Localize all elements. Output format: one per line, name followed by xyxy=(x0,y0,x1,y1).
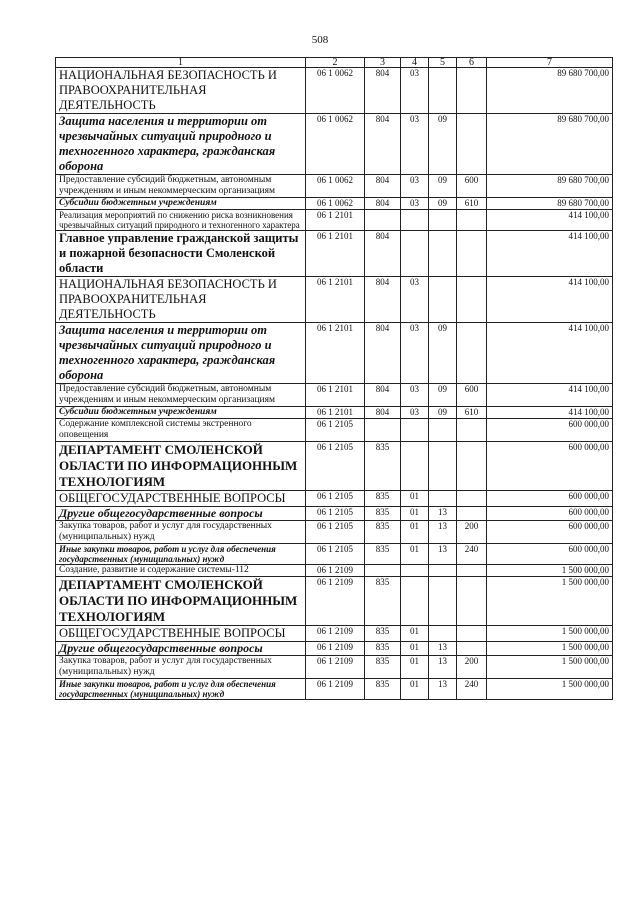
cell-expense-type: 240 xyxy=(457,679,487,700)
cell-target-article: 06 1 2109 xyxy=(306,565,365,577)
cell-target-article: 06 1 2101 xyxy=(306,407,365,419)
table-row xyxy=(56,323,613,384)
cell-ministry-code: 804 xyxy=(365,384,401,407)
cell-section: 01 xyxy=(401,507,429,521)
cell-subsection xyxy=(429,577,457,626)
table-row xyxy=(56,419,613,442)
cell-ministry-code: 804 xyxy=(365,114,401,175)
cell-subsection xyxy=(429,626,457,642)
cell-section xyxy=(401,419,429,442)
col-header-rz: 4 xyxy=(401,58,429,68)
cell-section: 03 xyxy=(401,175,429,198)
cell-ministry-code: 835 xyxy=(365,656,401,679)
cell-section: 01 xyxy=(401,626,429,642)
cell-name: Предоставление субсидий бюджетным, автономным учреждениям и иным некоммерческим организациям xyxy=(56,384,306,407)
cell-name: ОБЩЕГОСУДАРСТВЕННЫЕ ВОПРОСЫ xyxy=(56,626,306,642)
cell-subsection xyxy=(429,442,457,491)
cell-target-article: 06 1 2109 xyxy=(306,656,365,679)
table-row xyxy=(56,198,613,210)
cell-section: 03 xyxy=(401,68,429,114)
cell-amount: 600 000,00 xyxy=(487,507,613,521)
cell-target-article: 06 1 2109 xyxy=(306,679,365,700)
cell-amount: 414 100,00 xyxy=(487,384,613,407)
cell-section: 03 xyxy=(401,277,429,323)
table-row xyxy=(56,626,613,642)
cell-ministry-code: 804 xyxy=(365,231,401,277)
cell-target-article: 06 1 2105 xyxy=(306,544,365,565)
cell-name: Создание, развитие и содержание системы-112 xyxy=(56,565,306,577)
table-row xyxy=(56,521,613,544)
cell-subsection: 09 xyxy=(429,407,457,419)
table-row xyxy=(56,114,613,175)
cell-expense-type xyxy=(457,419,487,442)
table-row xyxy=(56,68,613,114)
cell-ministry-code: 804 xyxy=(365,198,401,210)
cell-section: 01 xyxy=(401,642,429,656)
cell-target-article: 06 1 2101 xyxy=(306,277,365,323)
cell-target-article: 06 1 2105 xyxy=(306,442,365,491)
cell-section: 01 xyxy=(401,521,429,544)
cell-name: Закупка товаров, работ и услуг для государственных (муниципальных) нужд xyxy=(56,656,306,679)
cell-section xyxy=(401,210,429,231)
cell-subsection: 09 xyxy=(429,323,457,384)
cell-name: НАЦИОНАЛЬНАЯ БЕЗОПАСНОСТЬ И ПРАВООХРАНИТЕЛЬНАЯ ДЕЯТЕЛЬНОСТЬ xyxy=(56,68,306,114)
col-header-pr: 5 xyxy=(429,58,457,68)
table-row xyxy=(56,491,613,507)
cell-expense-type xyxy=(457,277,487,323)
cell-amount: 1 500 000,00 xyxy=(487,642,613,656)
cell-section: 01 xyxy=(401,679,429,700)
cell-ministry-code xyxy=(365,419,401,442)
cell-expense-type: 600 xyxy=(457,175,487,198)
cell-name: ОБЩЕГОСУДАРСТВЕННЫЕ ВОПРОСЫ xyxy=(56,491,306,507)
cell-expense-type xyxy=(457,231,487,277)
cell-amount: 1 500 000,00 xyxy=(487,626,613,642)
cell-subsection: 13 xyxy=(429,521,457,544)
col-header-grbs: 3 xyxy=(365,58,401,68)
cell-ministry-code xyxy=(365,210,401,231)
cell-expense-type: 600 xyxy=(457,384,487,407)
cell-ministry-code: 804 xyxy=(365,68,401,114)
cell-amount: 600 000,00 xyxy=(487,521,613,544)
cell-name: Субсидии бюджетным учреждениям xyxy=(56,198,306,210)
cell-section xyxy=(401,442,429,491)
cell-subsection: 13 xyxy=(429,544,457,565)
cell-section: 03 xyxy=(401,198,429,210)
cell-amount: 89 680 700,00 xyxy=(487,198,613,210)
cell-name: Субсидии бюджетным учреждениям xyxy=(56,407,306,419)
cell-amount: 600 000,00 xyxy=(487,419,613,442)
col-header-amount: 7 xyxy=(487,58,613,68)
cell-name: Содержание комплексной системы экстренного оповещения xyxy=(56,419,306,442)
cell-target-article: 06 1 2109 xyxy=(306,626,365,642)
cell-expense-type xyxy=(457,210,487,231)
cell-section: 01 xyxy=(401,544,429,565)
table-row xyxy=(56,565,613,577)
cell-section: 03 xyxy=(401,407,429,419)
cell-ministry-code: 804 xyxy=(365,407,401,419)
cell-target-article: 06 1 2101 xyxy=(306,323,365,384)
cell-section: 03 xyxy=(401,114,429,175)
cell-amount: 600 000,00 xyxy=(487,544,613,565)
cell-ministry-code: 835 xyxy=(365,521,401,544)
cell-subsection xyxy=(429,231,457,277)
table-row xyxy=(56,407,613,419)
col-header-vr: 6 xyxy=(457,58,487,68)
cell-target-article: 06 1 0062 xyxy=(306,175,365,198)
cell-amount: 1 500 000,00 xyxy=(487,656,613,679)
cell-amount: 414 100,00 xyxy=(487,407,613,419)
cell-subsection: 09 xyxy=(429,198,457,210)
table-row xyxy=(56,642,613,656)
cell-target-article: 06 1 2109 xyxy=(306,642,365,656)
cell-name: ДЕПАРТАМЕНТ СМОЛЕНСКОЙ ОБЛАСТИ ПО ИНФОРМАЦИОННЫМ ТЕХНОЛОГИЯМ xyxy=(56,442,306,491)
table-row xyxy=(56,507,613,521)
cell-name: Защита населения и территории от чрезвычайных ситуаций природного и техногенного характера, гражданская оборона xyxy=(56,323,306,384)
cell-subsection xyxy=(429,277,457,323)
cell-amount: 414 100,00 xyxy=(487,231,613,277)
cell-subsection xyxy=(429,419,457,442)
cell-amount: 1 500 000,00 xyxy=(487,565,613,577)
cell-target-article: 06 1 2109 xyxy=(306,577,365,626)
cell-subsection: 13 xyxy=(429,507,457,521)
cell-amount: 89 680 700,00 xyxy=(487,114,613,175)
cell-expense-type xyxy=(457,577,487,626)
cell-name: Другие общегосударственные вопросы xyxy=(56,507,306,521)
table-row xyxy=(56,544,613,565)
cell-section: 01 xyxy=(401,491,429,507)
budget-table xyxy=(55,57,613,700)
cell-name: Иные закупки товаров, работ и услуг для обеспечения государственных (муниципальных) нужд xyxy=(56,679,306,700)
cell-amount: 414 100,00 xyxy=(487,210,613,231)
cell-ministry-code: 804 xyxy=(365,277,401,323)
col-header-csr: 2 xyxy=(306,58,365,68)
page-number: 508 xyxy=(311,34,329,46)
cell-ministry-code: 835 xyxy=(365,642,401,656)
cell-expense-type: 200 xyxy=(457,656,487,679)
cell-expense-type xyxy=(457,626,487,642)
cell-target-article: 06 1 2101 xyxy=(306,384,365,407)
cell-subsection xyxy=(429,491,457,507)
cell-name: Иные закупки товаров, работ и услуг для обеспечения государственных (муниципальных) нужд xyxy=(56,544,306,565)
cell-subsection: 13 xyxy=(429,642,457,656)
cell-section: 03 xyxy=(401,384,429,407)
cell-subsection: 09 xyxy=(429,175,457,198)
cell-expense-type: 610 xyxy=(457,407,487,419)
cell-expense-type: 200 xyxy=(457,521,487,544)
cell-name: Защита населения и территории от чрезвычайных ситуаций природного и техногенного характера, гражданская оборона xyxy=(56,114,306,175)
cell-target-article: 06 1 2105 xyxy=(306,521,365,544)
cell-ministry-code: 804 xyxy=(365,175,401,198)
cell-section: 01 xyxy=(401,656,429,679)
cell-ministry-code: 835 xyxy=(365,442,401,491)
col-header-name: 1 xyxy=(56,58,306,68)
cell-expense-type xyxy=(457,491,487,507)
cell-target-article: 06 1 0062 xyxy=(306,198,365,210)
cell-expense-type: 240 xyxy=(457,544,487,565)
table-row xyxy=(56,656,613,679)
cell-ministry-code: 835 xyxy=(365,544,401,565)
cell-ministry-code: 835 xyxy=(365,577,401,626)
cell-ministry-code: 835 xyxy=(365,679,401,700)
cell-expense-type xyxy=(457,68,487,114)
cell-section: 03 xyxy=(401,323,429,384)
cell-target-article: 06 1 2105 xyxy=(306,419,365,442)
cell-subsection xyxy=(429,565,457,577)
table-row xyxy=(56,679,613,700)
cell-section xyxy=(401,577,429,626)
cell-subsection xyxy=(429,210,457,231)
cell-ministry-code xyxy=(365,565,401,577)
cell-target-article: 06 1 0062 xyxy=(306,114,365,175)
cell-target-article: 06 1 2105 xyxy=(306,507,365,521)
table-row xyxy=(56,577,613,626)
cell-ministry-code: 835 xyxy=(365,507,401,521)
cell-subsection: 09 xyxy=(429,384,457,407)
cell-amount: 1 500 000,00 xyxy=(487,577,613,626)
cell-name: Реализация мероприятий по снижению риска возникновения чрезвычайных ситуаций природного и техногенного характера xyxy=(56,210,306,231)
table-row xyxy=(56,442,613,491)
cell-expense-type xyxy=(457,323,487,384)
cell-expense-type xyxy=(457,114,487,175)
cell-subsection: 09 xyxy=(429,114,457,175)
cell-section xyxy=(401,565,429,577)
cell-target-article: 06 1 0062 xyxy=(306,68,365,114)
cell-name: Главное управление гражданской защиты и пожарной безопасности Смоленской области xyxy=(56,231,306,277)
cell-name: НАЦИОНАЛЬНАЯ БЕЗОПАСНОСТЬ И ПРАВООХРАНИТЕЛЬНАЯ ДЕЯТЕЛЬНОСТЬ xyxy=(56,277,306,323)
cell-name: Другие общегосударственные вопросы xyxy=(56,642,306,656)
cell-name: Закупка товаров, работ и услуг для государственных (муниципальных) нужд xyxy=(56,521,306,544)
cell-expense-type xyxy=(457,442,487,491)
cell-name: Предоставление субсидий бюджетным, автономным учреждениям и иным некоммерческим организациям xyxy=(56,175,306,198)
cell-amount: 600 000,00 xyxy=(487,442,613,491)
cell-target-article: 06 1 2105 xyxy=(306,491,365,507)
cell-amount: 1 500 000,00 xyxy=(487,679,613,700)
header-row xyxy=(56,58,613,68)
cell-target-article: 06 1 2101 xyxy=(306,231,365,277)
table-row xyxy=(56,277,613,323)
cell-amount: 89 680 700,00 xyxy=(487,68,613,114)
cell-name: ДЕПАРТАМЕНТ СМОЛЕНСКОЙ ОБЛАСТИ ПО ИНФОРМАЦИОННЫМ ТЕХНОЛОГИЯМ xyxy=(56,577,306,626)
cell-ministry-code: 804 xyxy=(365,323,401,384)
cell-amount: 414 100,00 xyxy=(487,277,613,323)
cell-subsection: 13 xyxy=(429,679,457,700)
cell-target-article: 06 1 2101 xyxy=(306,210,365,231)
cell-expense-type xyxy=(457,565,487,577)
cell-subsection xyxy=(429,68,457,114)
cell-ministry-code: 835 xyxy=(365,491,401,507)
cell-expense-type xyxy=(457,507,487,521)
cell-subsection: 13 xyxy=(429,656,457,679)
cell-amount: 414 100,00 xyxy=(487,323,613,384)
cell-expense-type: 610 xyxy=(457,198,487,210)
cell-ministry-code: 835 xyxy=(365,626,401,642)
table-row xyxy=(56,384,613,407)
cell-expense-type xyxy=(457,642,487,656)
cell-amount: 89 680 700,00 xyxy=(487,175,613,198)
table-row xyxy=(56,231,613,277)
table-row xyxy=(56,175,613,198)
cell-section xyxy=(401,231,429,277)
cell-amount: 600 000,00 xyxy=(487,491,613,507)
table-row xyxy=(56,210,613,231)
